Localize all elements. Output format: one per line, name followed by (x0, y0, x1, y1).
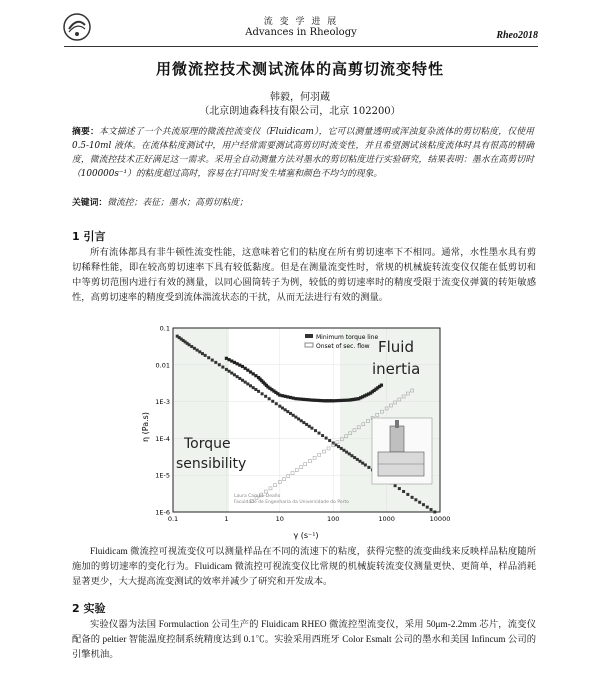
point-minimum-torque (321, 434, 324, 437)
keywords-text: 微流控；表征；墨水；高剪切粘度； (107, 198, 248, 208)
point-minimum-torque (367, 466, 370, 469)
point-minimum-torque (328, 439, 331, 442)
point-minimum-torque (225, 368, 228, 371)
point-minimum-torque (201, 352, 204, 355)
cone-plate-inset-icon (372, 418, 432, 484)
point-minimum-torque (252, 386, 255, 389)
journal-header (64, 10, 538, 47)
annotation-credit-2: Faculdade de Engenharia da Universidade do Porto (234, 500, 350, 505)
point-minimum-torque (289, 412, 292, 415)
point-minimum-torque (418, 501, 421, 504)
section-2-paragraph-1: 实验仪器为法国 Formulaction 公司生产的 Fluidicam RHEO 微流控型流变仪，采用 50μm-2.2mm 芯片，流变仪配备的 peltier 智能温度控制系统精度达到 0.1℃。实验采用西班牙 Color Esmalt 公司的墨水和美国 Infincum 公司的引擎机油。 (72, 620, 536, 660)
x-axis-label: γ (s⁻¹) (293, 531, 319, 540)
legend-onset: Onset of sec. flow (316, 343, 370, 350)
journal-name-zh: 流 变 学 进 展 (263, 17, 339, 27)
point-minimum-torque (193, 347, 196, 350)
point-minimum-torque (364, 463, 367, 466)
affiliation: （北京朗迪森科技有限公司，北京 102200） (199, 106, 401, 117)
point-viscosity (380, 384, 383, 387)
point-minimum-torque (246, 382, 249, 385)
point-minimum-torque (204, 354, 207, 357)
journal-year: Rheo2018 (496, 30, 538, 41)
annotation-fluid: Fluid (378, 338, 414, 356)
paper-title: 用微流控技术测试流体的高剪切流变特性 (155, 60, 444, 78)
point-minimum-torque (411, 496, 414, 499)
legend-swatch-minimum-torque (305, 334, 313, 338)
abstract (72, 125, 534, 181)
point-minimum-torque (325, 437, 328, 440)
point-minimum-torque (305, 423, 308, 426)
point-minimum-torque (228, 370, 231, 373)
point-minimum-torque (361, 462, 364, 465)
point-minimum-torque (308, 425, 311, 428)
point-minimum-torque (297, 417, 300, 420)
point-minimum-torque (249, 384, 252, 387)
point-minimum-torque (233, 373, 236, 376)
x-tick-label: 100 (326, 515, 340, 523)
point-minimum-torque (398, 487, 401, 490)
point-minimum-torque (394, 484, 397, 487)
point-minimum-torque (241, 379, 244, 382)
point-minimum-torque (254, 388, 257, 391)
point-minimum-torque (196, 349, 199, 352)
point-minimum-torque (188, 343, 191, 346)
annotation-inertia: inertia (372, 360, 421, 378)
abstract-text: 本文描述了一个共流原理的微流控流变仪（Fluidicam），它可以测量透明或浑浊复杂流体的剪切粘度，仅使用 0.5-10ml 液体。在流体粘度测试中，用户经常需要测试高剪切时流变性，并且希望测试该粘度流体时具有很高的精确度，微流控技术正好满足这一需求。采用全自动测量方法对墨水的剪切粘度进行实验研究，结果表明：墨水在高剪切时（100000s⁻¹）的粘度超过高时，容易在打印时发生堵塞和颜色不均匀的现象。 (72, 127, 534, 179)
point-minimum-torque (284, 408, 287, 411)
point-minimum-torque (286, 410, 289, 413)
section-1-paragraph-2: Fluidicam 微流控可视流变仪可以测量样品在不同的流速下的粘度，获得完整的流变曲线来反映样品粘度随所施加的剪切速率的变化行为。Fluidicam 微流控可视流变仪比常规的机械旋转流变仪测量更快、更简单，样品消耗显著更少，大大提高流变测试的效率并减少了研究和开发成本。 (72, 547, 536, 587)
point-minimum-torque (342, 449, 345, 452)
point-minimum-torque (348, 452, 351, 455)
legend-minimum-torque: Minimum torque line (316, 334, 379, 341)
point-minimum-torque (353, 456, 356, 459)
point-minimum-torque (414, 498, 417, 501)
point-minimum-torque (211, 359, 214, 362)
point-minimum-torque (310, 427, 313, 430)
point-minimum-torque (218, 363, 221, 366)
point-minimum-torque (318, 432, 321, 435)
point-minimum-torque (238, 377, 241, 380)
point-minimum-torque (278, 405, 281, 408)
point-minimum-torque (302, 421, 305, 424)
x-tick-label: 1000 (378, 515, 395, 523)
point-minimum-torque (430, 508, 433, 511)
y-tick-label: 1E-3 (155, 398, 170, 407)
point-minimum-torque (426, 506, 429, 509)
point-minimum-torque (198, 350, 201, 353)
point-minimum-torque (294, 416, 297, 419)
point-minimum-torque (236, 375, 239, 378)
torque-region (173, 328, 229, 512)
point-minimum-torque (221, 366, 224, 369)
point-minimum-torque (271, 400, 274, 403)
authors: 韩毅，何羽蔵 (270, 92, 330, 103)
keywords-label: 关键词： (72, 198, 108, 208)
y-axis-label: η (Pa.s) (141, 412, 150, 442)
point-minimum-torque (207, 356, 210, 359)
point-minimum-torque (244, 381, 247, 384)
keywords (72, 196, 534, 210)
section-1-heading: 1 引言 (72, 230, 106, 243)
point-minimum-torque (340, 447, 343, 450)
section-2-heading: 2 实验 (72, 602, 106, 615)
y-tick-label: 1E-4 (155, 434, 170, 443)
point-minimum-torque (422, 503, 425, 506)
point-minimum-torque (433, 511, 436, 514)
point-minimum-torque (406, 493, 409, 496)
point-minimum-torque (214, 361, 217, 364)
point-minimum-torque (230, 372, 233, 375)
x-tick-label: 0.1 (167, 515, 179, 523)
point-minimum-torque (268, 397, 271, 400)
point-minimum-torque (275, 402, 278, 405)
point-minimum-torque (261, 392, 264, 395)
point-minimum-torque (332, 441, 335, 444)
point-minimum-torque (257, 390, 260, 393)
point-minimum-torque (345, 451, 348, 454)
point-minimum-torque (337, 445, 340, 448)
x-tick-label: 10 (275, 515, 284, 523)
point-minimum-torque (314, 429, 317, 432)
annotation-torque: Torque (184, 436, 231, 452)
point-minimum-torque (358, 460, 361, 463)
x-tick-label: 1 (224, 515, 229, 523)
y-tick-label: 1E-6 (155, 508, 170, 517)
point-minimum-torque (264, 395, 267, 398)
point-minimum-torque (402, 490, 405, 493)
annotation-credit-1: Laura Campo-Deaño (234, 494, 281, 499)
journal-name-en: Advances in Rheology (245, 27, 357, 38)
section-1-paragraph-1: 所有流体都具有非牛顿性流变性能，这意味着它们的粘度在所有剪切速率下不相同。通常，水性墨水具有剪切稀释性能，即在较高剪切速率下具有较低黏度。但是在测量流变性时，常规的机械旋转流变仪仅能在低剪切和中等剪切范围内进行有效的测量，以同心圆筒转子为例，较低的剪切速率时的精度受限于流变仪弹簧的转矩敏感性，高剪切速率的精度受到流体湍流状态的干扰，从而无法进行有效的测量。 (72, 248, 536, 303)
viscosity-chart (140, 322, 450, 542)
point-minimum-torque (350, 454, 353, 457)
y-tick-label: 0.1 (159, 324, 170, 333)
x-tick-label: 10000 (429, 515, 450, 523)
point-minimum-torque (190, 345, 193, 348)
abstract-label: 摘要： (72, 127, 99, 137)
y-tick-label: 0.01 (155, 361, 170, 370)
point-minimum-torque (356, 458, 359, 461)
annotation-sensibility: sensibility (176, 456, 247, 472)
point-minimum-torque (300, 419, 303, 422)
y-tick-label: 1E-5 (155, 471, 170, 480)
point-minimum-torque (281, 407, 284, 410)
point-minimum-torque (292, 414, 295, 417)
